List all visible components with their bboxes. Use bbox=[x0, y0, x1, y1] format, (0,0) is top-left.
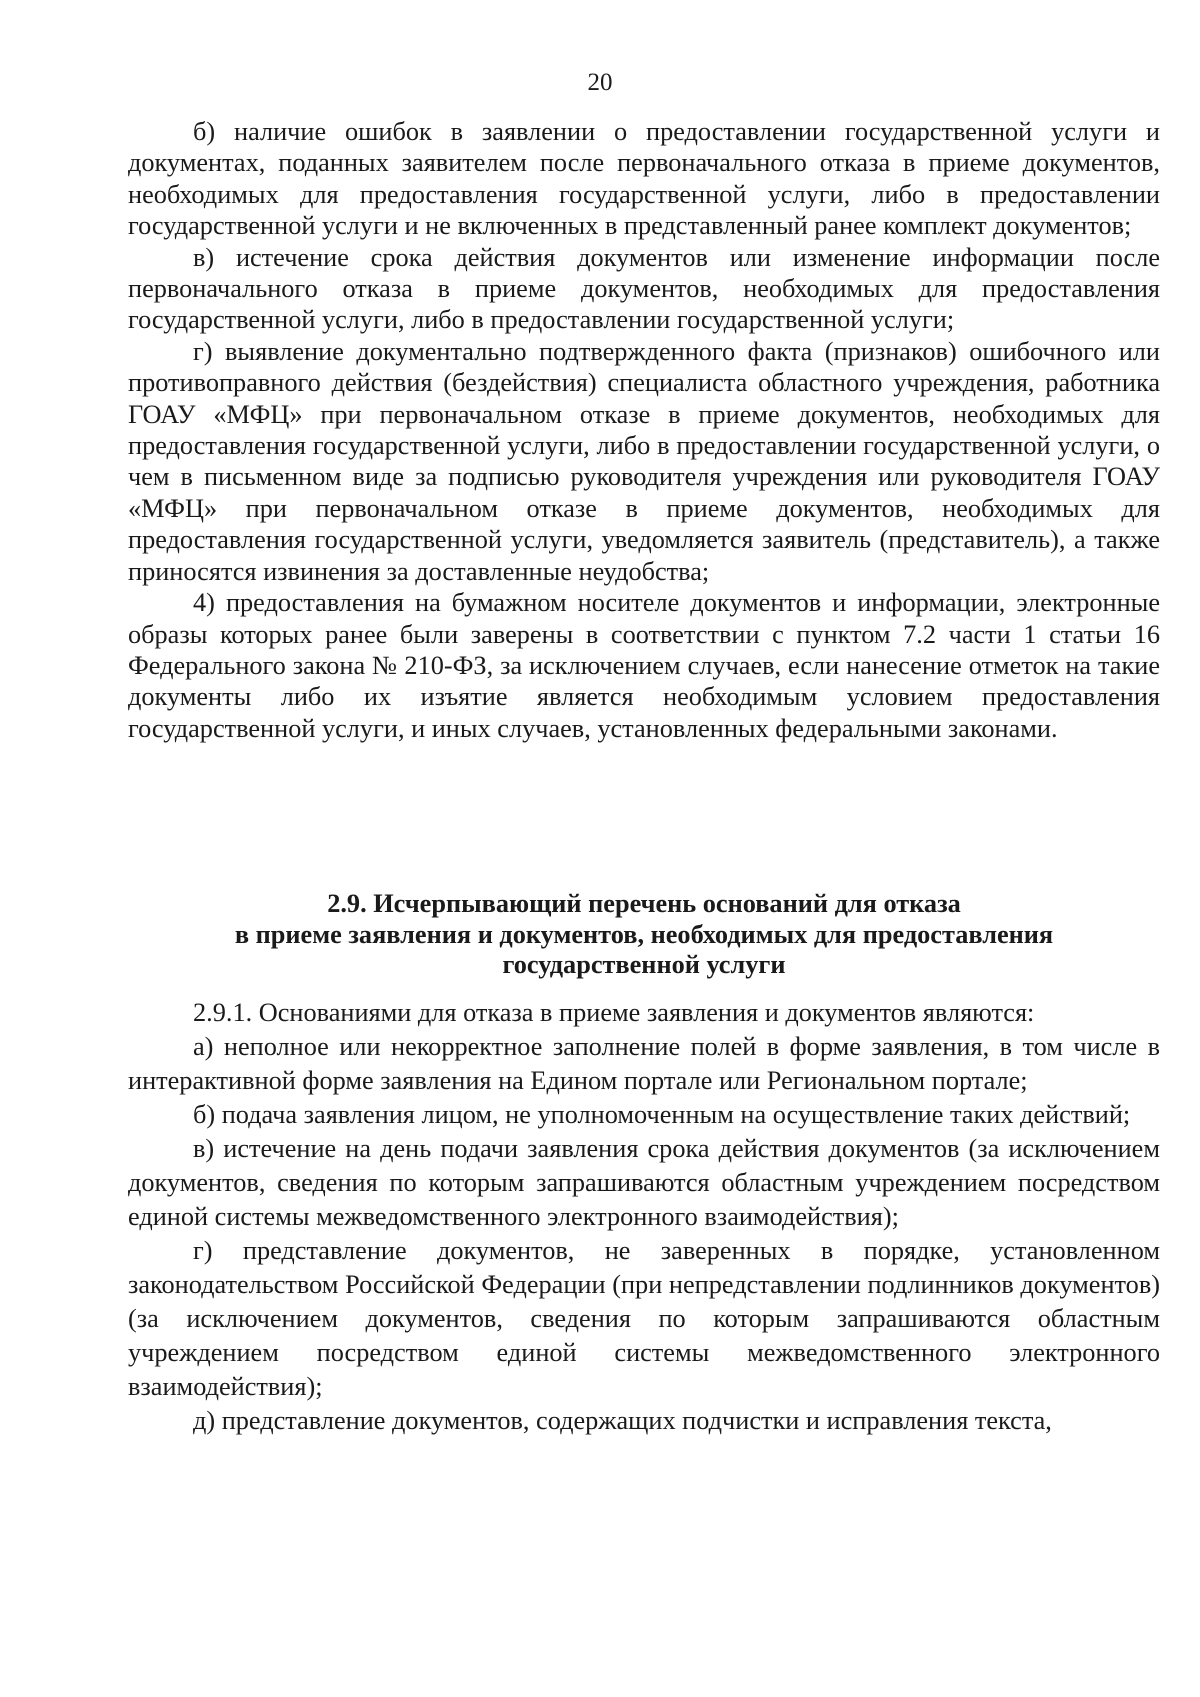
section-heading-line-3: государственной услуги bbox=[502, 950, 786, 979]
paragraph-g-fault: г) выявление документально подтвержденного факта (признаков) ошибочного или противоправного действия (бездействия) специалиста областного учреждения, работника ГОАУ «МФЦ» при первоначальном отказе в приеме документов, необходимых для предоставления государственной услуги, либо в предоставлении государственной услуги, о чем в письменном виде за подписью руководителя учреждения или руководителя ГОАУ «МФЦ» при первоначальном отказе в приеме документов, необходимых для предоставления государственной услуги, уведомляется заявитель (представитель), а также приносятся извинения за доставленные неудобства; bbox=[128, 336, 1160, 586]
paragraph-b-errors: б) наличие ошибок в заявлении о предоставлении государственной услуги и документах, поданных заявителем после первоначального отказа в приеме документов, необходимых для предоставления государственной услуги, либо в предоставлении государственной услуги и не включенных в представленный ранее комплект документов; bbox=[128, 117, 1160, 241]
section-heading-line-2: в приеме заявления и документов, необходимых для предоставления bbox=[234, 919, 1054, 949]
bottom-text-block bbox=[128, 996, 1160, 1438]
paragraph-a-incomplete: а) неполное или некорректное заполнение полей в форме заявления, в том числе в интерактивной форме заявления на Едином портале или Региональном портале; bbox=[128, 1032, 1160, 1095]
paragraph-v-expiry: в) истечение срока действия документов или изменение информации после первоначального отказа в приеме документов, необходимых для предоставления государственной услуги, либо в предоставлении государственной услуги; bbox=[128, 242, 1160, 335]
paragraph-d-corrections: д) представление документов, содержащих подчистки и исправления текста, bbox=[193, 1406, 1052, 1435]
paragraph-v-expired: в) истечение на день подачи заявления срока действия документов (за исключением документов, сведения по которым запрашиваются областным учреждением посредством единой системы межведомственного электронного взаимодействия); bbox=[128, 1134, 1160, 1231]
top-text-block bbox=[128, 116, 1160, 744]
section-heading-line-1: 2.9. Исчерпывающий перечень оснований для отказа bbox=[327, 889, 961, 918]
section-heading bbox=[128, 889, 1160, 981]
paragraph-2-9-1: 2.9.1. Основаниями для отказа в приеме заявления и документов являются: bbox=[193, 998, 1035, 1027]
paragraph-4-paper: 4) предоставления на бумажном носителе документов и информации, электронные образы которых ранее были заверены в соответствии с пунктом 7.2 части 1 статьи 16 Федерального закона № 210-ФЗ, за исключением случаев, если нанесение отметок на такие документы либо их изъятие является необходимым условием предоставления государственной услуги, и иных случаев, установленных федеральными законами. bbox=[128, 588, 1160, 743]
page-number: 20 bbox=[587, 69, 613, 96]
paragraph-b-unauthorized: б) подача заявления лицом, не уполномоченным на осуществление таких действий; bbox=[193, 1100, 1131, 1129]
paragraph-g-uncertified: г) представление документов, не заверенных в порядке, установленном законодательством Российской Федерации (при непредставлении подлинников документов) (за исключением документов, сведения по которым запрашиваются областным учреждением посредством единой системы межведомственного электронного взаимодействия); bbox=[128, 1236, 1160, 1401]
